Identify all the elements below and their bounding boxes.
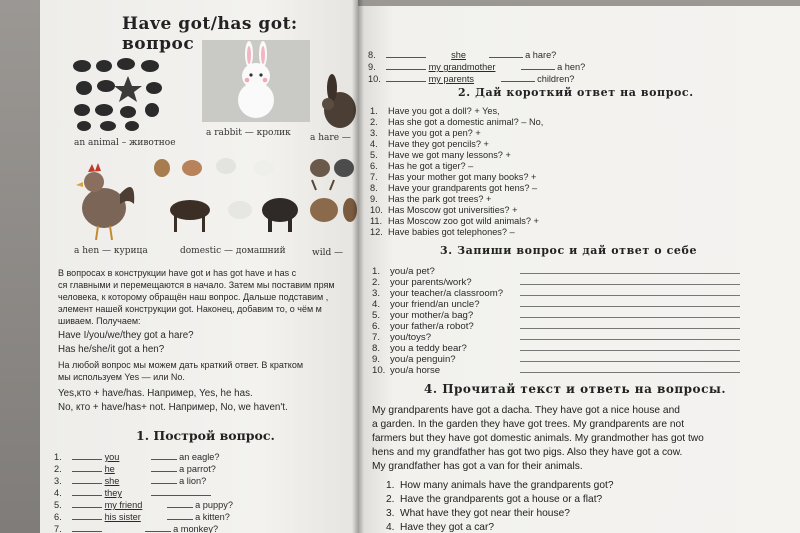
rule-line: мы используем Yes — или No. <box>58 372 185 382</box>
exercise-3-row: 6. your father/a robot? <box>372 321 740 332</box>
question-item: 3. What have they got near their house? <box>386 508 570 519</box>
question-item: 1. How many animals have the grandparents got? <box>386 480 614 491</box>
rabbit-illustration <box>202 40 310 122</box>
caption-hare: a hare — <box>310 133 351 143</box>
exercise-2-row: 4. Have they got pencils? + <box>370 139 489 149</box>
reading-text-line: My grandfather has got a van for their animals. <box>372 461 583 472</box>
exercise-3-row: 1. you/a pet? <box>372 266 740 277</box>
exercise-3-row: 5. your mother/a bag? <box>372 310 740 321</box>
exercise-2-row: 7. Has your mother got many books? + <box>370 172 537 182</box>
exercise-2-row: 10. Has Moscow got universities? + <box>370 205 518 215</box>
rule-line: человека, к которому обращён наш вопрос. Дальше подставим , <box>58 292 329 302</box>
rule-line: На любой вопрос мы можем дать краткий ответ. В кратком <box>58 360 304 370</box>
exercise-2-row: 2. Has she got a domestic animal? – No, <box>370 117 544 127</box>
book-spine-shadow <box>352 0 364 533</box>
exercise-2-row: 1. Have you got a doll? + Yes, <box>370 106 500 116</box>
exercise-1-row: 8. she a hare? <box>368 50 557 60</box>
rule-line: шиваем. Получаем: <box>58 316 141 326</box>
exercise-3-row: 4. your friend/an uncle? <box>372 299 740 310</box>
exercise-2-row: 12. Have babies got telephones? – <box>370 227 515 237</box>
reading-text-line: farmers but they have got domestic animals. My grandmother has got two <box>372 433 704 444</box>
exercise-3-row: 8. you a teddy bear? <box>372 343 740 354</box>
animal-silhouettes-illustration <box>70 54 170 134</box>
exercise-3-row: 9. you/a penguin? <box>372 354 740 365</box>
exercise-1-row: 6. his sister a kitten? <box>54 512 230 522</box>
exercise-3-row: 10. you/a horse <box>372 365 740 376</box>
exercise-3-row: 3. your teacher/a classroom? <box>372 288 740 299</box>
caption-rabbit: a rabbit — кролик <box>206 128 291 138</box>
exercise-1-row: 1. you an eagle? <box>54 452 220 462</box>
exercise-1-row: 2. he a parrot? <box>54 464 216 474</box>
exercise-2-title: 2. Дай короткий ответ на вопрос. <box>458 86 694 99</box>
reading-text-line: My grandparents have got a dacha. They have got a nice house and <box>372 405 680 416</box>
exercise-2-row: 6. Has he got a tiger? – <box>370 161 474 171</box>
right-page <box>358 6 800 533</box>
exercise-2-row: 9. Has the park got trees? + <box>370 194 492 204</box>
exercise-1-row: 5. my friend a puppy? <box>54 500 233 510</box>
exercise-3-row: 7. you/toys? <box>372 332 740 343</box>
exercise-2-row: 3. Have you got a pen? + <box>370 128 481 138</box>
exercise-1-row: 9. my grandmother a hen? <box>368 62 586 72</box>
rule-line: ся главными и перемещаются в начало. Затем мы поставим прям <box>58 280 335 290</box>
wild-animals-illustration <box>302 150 358 244</box>
rule-example: Have I/you/we/they got a hare? <box>58 330 194 341</box>
exercise-2-row: 5. Have we got many lessons? + <box>370 150 511 160</box>
exercise-1-row: 3. she a lion? <box>54 476 207 486</box>
exercise-1-row: 4. they <box>54 488 211 498</box>
hen-illustration <box>70 160 140 244</box>
reading-text-line: hens and my grandfather has got two pigs. Also they have got a cow. <box>372 447 683 458</box>
caption-wild: wild — <box>312 248 344 258</box>
exercise-3-row: 2. your parents/work? <box>372 277 740 288</box>
rule-line: элемент нашей конструкции got. Наконец, добавим то, о чём м <box>58 304 322 314</box>
question-item: 2. Have the grandparents got a house or a flat? <box>386 494 603 505</box>
caption-hen: a hen — курица <box>74 246 148 256</box>
exercise-1-title: 1. Построй вопрос. <box>136 428 275 443</box>
exercise-4-title: 4. Прочитай текст и ответь на вопросы. <box>424 382 727 396</box>
left-page <box>40 0 358 533</box>
page-title: Have got/has got: вопрос <box>122 14 298 54</box>
exercise-3-title: 3. Запиши вопрос и дай ответ о себе <box>440 244 698 257</box>
caption-animal: an animal – животное <box>74 138 176 148</box>
exercise-1-row: 7. a monkey? <box>54 524 219 533</box>
rule-example: Yes,кто + have/has. Например, Yes, he has. <box>58 388 253 399</box>
question-item: 4. Have they got a car? <box>386 522 495 533</box>
rule-line: В вопросах в конструкции have got и has got have и has с <box>58 268 297 278</box>
exercise-2-row: 11. Has Moscow zoo got wild animals? + <box>370 216 539 226</box>
reading-text-line: a garden. In the garden they have got trees. My grandparents are not <box>372 419 685 430</box>
exercise-2-row: 8. Have your grandparents got hens? – <box>370 183 538 193</box>
rule-example: No, кто + have/has+ not. Например, No, we haven't. <box>58 402 288 413</box>
rule-example: Has he/she/it got a hen? <box>58 344 165 355</box>
domestic-animals-illustration <box>144 152 304 242</box>
exercise-1-row: 10. my parents children? <box>368 74 575 84</box>
caption-domestic: domestic — домашний <box>180 246 286 256</box>
